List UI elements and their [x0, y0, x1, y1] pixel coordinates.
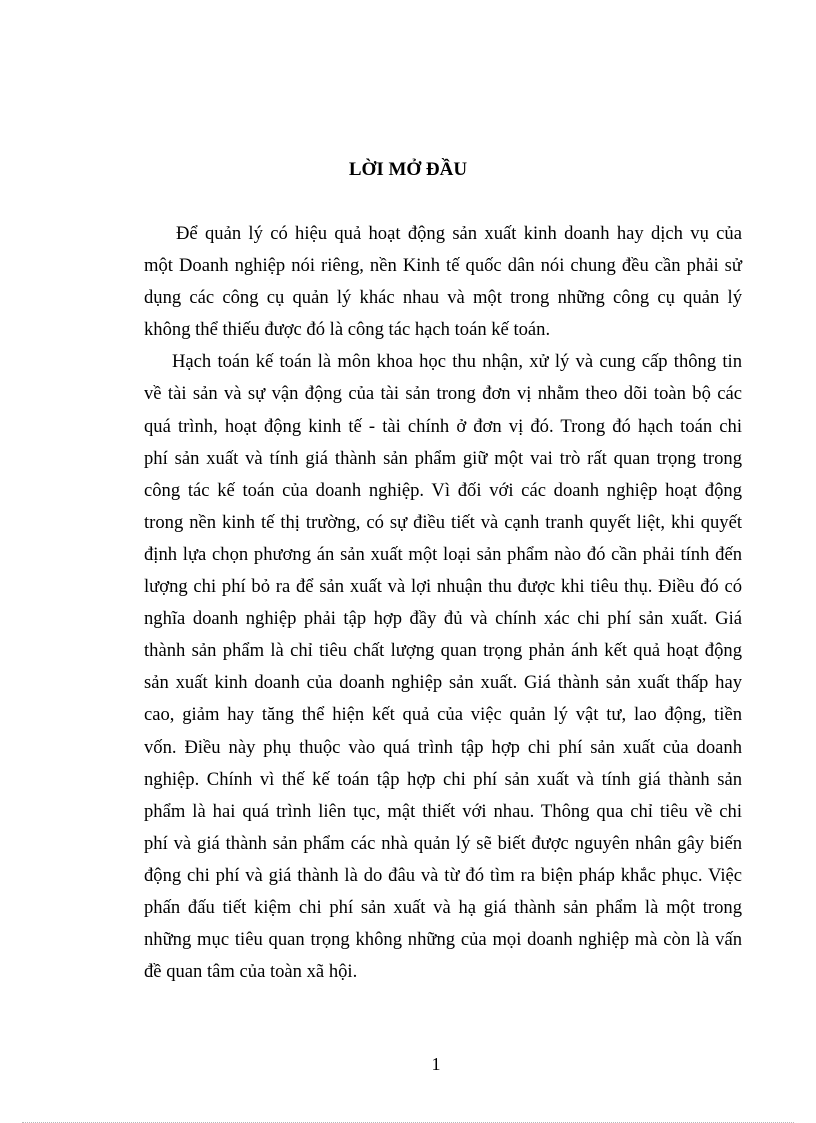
paragraph-2-line-2: về tài sản và sự vận động của tài sản trong đơn vị nhằm theo dõi toàn bộ các	[144, 383, 742, 405]
paragraph-1-line-2: một Doanh nghiệp nói riêng, nền Kinh tế quốc dân nói chung đều cần phải sử	[144, 255, 742, 277]
paragraph-2-line-10: thành sản phẩm là chỉ tiêu chất lượng quan trọng phản ánh kết quả hoạt động	[144, 640, 742, 662]
document-title: LỜI MỞ ĐẦU	[348, 159, 468, 180]
paragraph-1-line-3: dụng các công cụ quản lý khác nhau và một trong những công cụ quản lý	[144, 287, 742, 309]
paragraph-2-line-17: động chi phí và giá thành là do đâu và từ đó tìm ra biện pháp khắc phục. Việc	[144, 864, 742, 886]
paragraph-2-line-14: nghiệp. Chính vì thế kế toán tập hợp chi phí sản xuất và tính giá thành sản	[144, 768, 742, 790]
paragraph-2-line-15: phẩm là hai quá trình liên tục, mật thiết với nhau. Thông qua chỉ tiêu về chi	[144, 800, 742, 822]
paragraph-2-line-6: trong nền kinh tế thị trường, có sự điều tiết và cạnh tranh quyết liệt, khi quyết	[144, 511, 742, 533]
paragraph-2-line-3: quá trình, hoạt động kinh tế - tài chính ở đơn vị đó. Trong đó hạch toán chi	[144, 415, 742, 437]
paragraph-1-line-4: không thể thiếu được đó là công tác hạch toán kế toán.	[144, 319, 551, 341]
paragraph-2-line-19: những mục tiêu quan trọng không những của mọi doanh nghiệp mà còn là vấn	[144, 929, 742, 951]
document-body	[144, 218, 742, 988]
paragraph-2-line-4: phí sản xuất và tính giá thành sản phẩm giữ một vai trò rất quan trọng trong	[144, 447, 742, 469]
paragraph-2-line-8: lượng chi phí bỏ ra để sản xuất và lợi nhuận thu được khi tiêu thụ. Điều đó có	[144, 576, 742, 598]
paragraph-2-line-5: công tác kế toán của doanh nghiệp. Vì đối với các doanh nghiệp hoạt động	[144, 479, 742, 501]
paragraph-2-line-11: sản xuất kinh doanh của doanh nghiệp sản xuất. Giá thành sản xuất thấp hay	[144, 672, 742, 694]
paragraph-2-line-16: phí và giá thành sản phẩm các nhà quản lý sẽ biết được nguyên nhân gây biến	[144, 832, 742, 854]
page-number: 1	[431, 1054, 441, 1074]
paragraph-2-line-1: Hạch toán kế toán là môn khoa học thu nhận, xử lý và cung cấp thông tin	[172, 351, 742, 373]
paragraph-2-line-18: phấn đấu tiết kiệm chi phí sản xuất và hạ giá thành sản phẩm là một trong	[144, 896, 742, 918]
paragraph-2-line-9: nghĩa doanh nghiệp phải tập hợp đầy đủ và chính xác chi phí sản xuất. Giá	[144, 608, 742, 630]
paragraph-1-line-1: Để quản lý có hiệu quả hoạt động sản xuất kinh doanh hay dịch vụ của	[176, 223, 742, 244]
paragraph-2-line-20: đề quan tâm của toàn xã hội.	[144, 961, 358, 983]
paragraph-2-line-7: định lựa chọn phương án sản xuất một loại sản phẩm nào đó cần phải tính đến	[144, 543, 742, 565]
paragraph-2-line-12: cao, giảm hay tăng thể hiện kết quả của việc quản lý vật tư, lao động, tiền	[144, 704, 742, 726]
paragraph-2-line-13: vốn. Điều này phụ thuộc vào quá trình tập hợp chi phí sản xuất của doanh	[144, 736, 742, 758]
